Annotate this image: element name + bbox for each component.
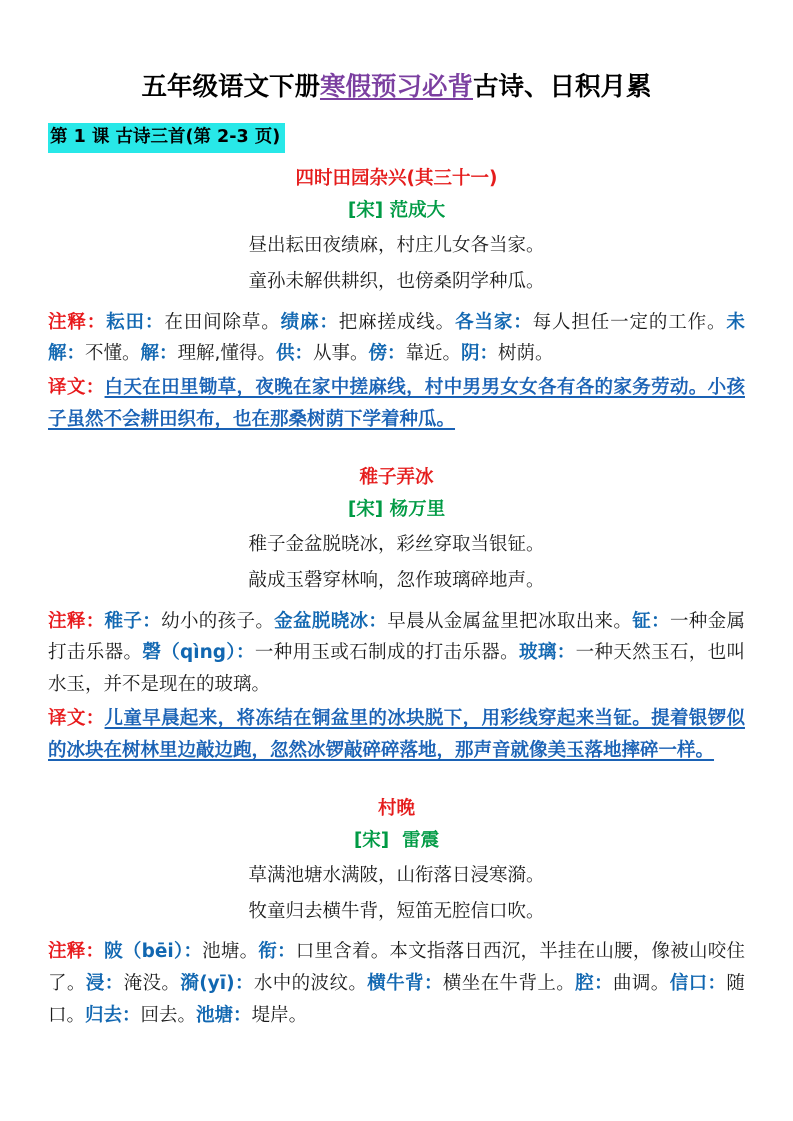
note-definition: 幼小的孩子。 bbox=[161, 610, 275, 632]
poem-line: 昼出耘田夜绩麻，村庄儿女各当家。 bbox=[248, 235, 545, 257]
notes-label: 注释： bbox=[48, 610, 105, 632]
note-definition: 淹没。 bbox=[123, 973, 181, 995]
title-segment-highlight: 寒假预习必背 bbox=[319, 72, 473, 102]
note-term: 阴： bbox=[461, 343, 499, 365]
note-term: 信口： bbox=[669, 973, 727, 995]
note-definition: 靠近。 bbox=[405, 343, 461, 365]
notes-label: 注释： bbox=[48, 941, 105, 963]
section-spacer bbox=[48, 436, 745, 452]
note-definition: 池塘。 bbox=[202, 941, 259, 963]
translation-text: 白天在田里锄草，夜晚在家中搓麻线，村中男男女女各有各的家务劳动。小孩子虽然不会耕田织布，也在那桑树荫下学着种瓜。 bbox=[48, 377, 745, 430]
note-definition: 从事。 bbox=[312, 343, 369, 365]
poem-line: 敲成玉磬穿林响，忽作玻璃碎地声。 bbox=[248, 570, 545, 592]
poem-line: 草满池塘水满陂，山衔落日浸寒漪。 bbox=[248, 865, 545, 887]
note-term: 玻璃： bbox=[518, 642, 576, 664]
note-term: 金盆脱晓冰： bbox=[274, 610, 388, 632]
poem-author: [宋] 杨万里 bbox=[347, 499, 446, 521]
poem-line: 稚子金盆脱晓冰，彩丝穿取当银钲。 bbox=[248, 534, 545, 556]
note-term: 稚子： bbox=[104, 610, 162, 632]
note-term: 解： bbox=[140, 343, 178, 365]
note-definition: 每人担任一定的工作。 bbox=[532, 311, 727, 333]
poem-block-2 bbox=[48, 462, 745, 767]
note-definition: 堤岸。 bbox=[251, 1005, 308, 1026]
note-term: 绩麻： bbox=[280, 311, 339, 333]
poem-title: 四时田园杂兴(其三十一) bbox=[295, 167, 498, 189]
note-term: 供： bbox=[275, 343, 313, 365]
notes-paragraph bbox=[48, 606, 745, 701]
note-definition: 在田间除草。 bbox=[164, 311, 281, 333]
translation-label: 译文： bbox=[48, 377, 105, 399]
poem-block-3 bbox=[48, 793, 745, 1032]
section-spacer bbox=[48, 767, 745, 783]
notes-paragraph bbox=[48, 936, 745, 1031]
note-term: 横牛背： bbox=[367, 973, 443, 995]
translation-paragraph bbox=[48, 703, 745, 767]
note-term: 钲： bbox=[632, 610, 670, 632]
note-definition: 把麻搓成线。 bbox=[338, 311, 456, 333]
note-definition: 横坐在牛背上。 bbox=[442, 973, 576, 995]
note-definition: 不懂。 bbox=[85, 343, 141, 365]
note-definition: 理解,懂得。 bbox=[177, 343, 276, 365]
poem-author: [宋] 雷震 bbox=[353, 830, 440, 852]
note-term: 腔： bbox=[575, 973, 613, 995]
poem-block-1 bbox=[48, 163, 745, 436]
notes-paragraph bbox=[48, 307, 745, 371]
lesson-banner: 第 1 课 古诗三首(第 2-3 页) bbox=[48, 123, 285, 153]
poem-author: [宋] 范成大 bbox=[347, 200, 446, 222]
poem-title: 村晚 bbox=[377, 797, 415, 819]
note-term: 傍： bbox=[368, 343, 406, 365]
translation-paragraph bbox=[48, 372, 745, 436]
note-definition: 回去。 bbox=[140, 1005, 197, 1026]
note-definition: 水中的波纹。 bbox=[253, 973, 368, 995]
note-definition: 口里含着。本文指落日西沉，半挂在山腰，像被山咬住了。 bbox=[48, 941, 745, 995]
note-term: 磬（qìng）： bbox=[142, 642, 255, 664]
translation-label: 译文： bbox=[48, 707, 105, 729]
poem-line: 童孙未解供耕织，也傍桑阴学种瓜。 bbox=[248, 271, 545, 293]
note-definition: 一种用玉或石制成的打击乐器。 bbox=[254, 642, 519, 664]
notes-label: 注释： bbox=[48, 311, 107, 333]
lesson-banner-row bbox=[48, 103, 745, 153]
note-definition: 一种金属打击乐器。 bbox=[48, 610, 745, 664]
note-definition: 早晨从金属盆里把冰取出来。 bbox=[387, 610, 633, 632]
note-term: 归去： bbox=[85, 1005, 141, 1026]
note-term: 衔： bbox=[258, 941, 296, 963]
note-definition: 一种天然玉石，也叫水玉，并不是现在的玻璃。 bbox=[48, 642, 745, 696]
note-term: 浸： bbox=[85, 973, 124, 995]
translation-text: 儿童早晨起来，将冻结在铜盆里的冰块脱下，用彩线穿起来当钲。提着银锣似的冰块在树林里边敲边跑，忽然冰锣敲碎碎落地，那声音就像美玉落地摔碎一样。 bbox=[48, 707, 745, 761]
note-term: 各当家： bbox=[455, 311, 533, 333]
note-term: 陂（bēi）： bbox=[104, 941, 203, 963]
note-definition: 曲调。 bbox=[612, 973, 670, 995]
note-definition: 随口。 bbox=[48, 973, 745, 1026]
note-term: 池塘： bbox=[196, 1005, 252, 1026]
page-title bbox=[48, 0, 745, 103]
note-term: 漪(yī)： bbox=[180, 973, 254, 995]
note-definition: 树荫。 bbox=[498, 343, 554, 365]
note-term: 未解： bbox=[48, 311, 745, 365]
poem-line: 牧童归去横牛背，短笛无腔信口吹。 bbox=[248, 901, 545, 923]
poem-title: 稚子弄冰 bbox=[359, 466, 434, 488]
title-segment-prefix: 五年级语文下册 bbox=[141, 72, 320, 102]
note-term: 耘田： bbox=[106, 311, 165, 333]
title-segment-suffix: 古诗、日积月累 bbox=[473, 72, 652, 102]
